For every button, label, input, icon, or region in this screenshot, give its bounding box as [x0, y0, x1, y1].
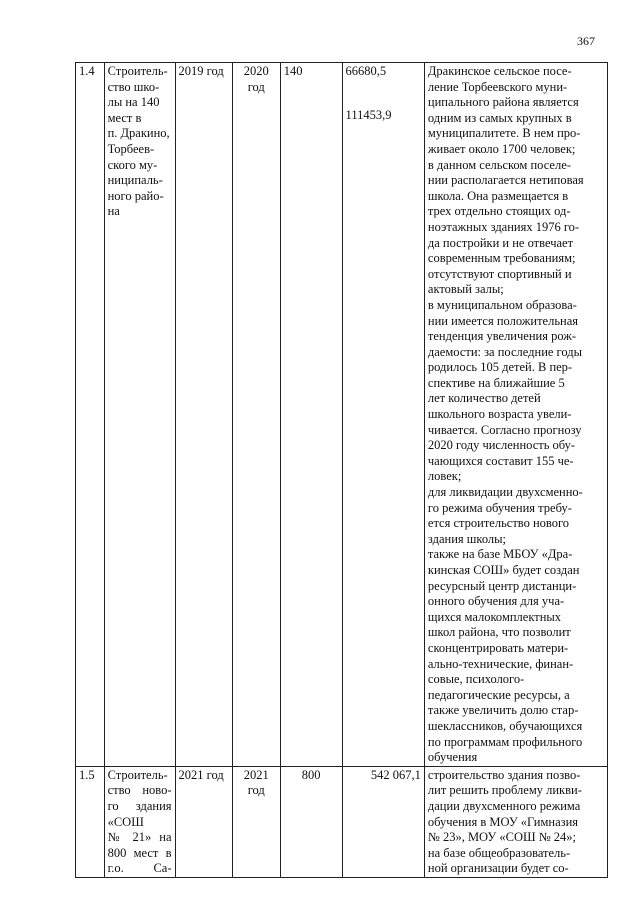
capacity: 140	[280, 63, 342, 767]
table-row	[76, 63, 608, 767]
project-description: строительство здания позво- лит решить проблему ликви- дации двухсменного режима обучения в МОУ «Гимназия № 23», МОУ «СОШ № 24»; на базе общеобразователь- ной организации будет со-	[424, 766, 607, 877]
cost-cell	[342, 63, 424, 767]
projects-table	[75, 62, 608, 878]
year-start: 2019 год	[175, 63, 232, 767]
year-start: 2021 год	[175, 766, 232, 877]
project-description: Дракинское сельское посе- ление Торбеевского муни- ципального района является одним из самых крупных в муниципалитете. В нем про- живает около 1700 человек; в данном сельском поселе- нии располагается нетиповая школа. Она размещается в трех отдельно стоящих од- ноэтажных зданиях 1976 го- да постройки и не отвечает современным требованиям; отсутствуют спортивный и актовый залы; в муниципальном образова- нии имеется положительная тенденция увеличения рож- даемости: за последние годы родилось 105 детей. В пер- спективе на ближайшие 5 лет количество детей школьного возраста увели- чивается. Согласно прогнозу 2020 году численность обу- чающихся составит 155 че- ловек; для ликвидации двухсменно- го режима обучения требу- ется строительство нового здания школы; также на базе МБОУ «Дра- кинская СОШ» будет создан ресурсный центр дистанци- онного обучения для уча- щихся малокомплектных школ района, что позволит сконцентрировать матери- ально-технические, финан- совые, психолого- педагогические ресурсы, а также увеличить долю стар- шеклассников, обучающихся по программам профильного обучения	[424, 63, 607, 767]
project-name: Строитель- ство шко- лы на 140 мест в п. Дракино, Торбеев- ского му- ниципаль- ного райо- на	[104, 63, 175, 767]
project-name: Строитель- ство ново- го здания «СОШ № 21» на 800 мест в г.о. Са-	[104, 766, 175, 877]
capacity: 800	[280, 766, 342, 877]
cost-value-a: 66680,5	[345, 64, 387, 78]
year-end: 2021 год	[232, 766, 280, 877]
row-number: 1.5	[76, 766, 105, 877]
cost-value-a: 542 067,1	[342, 766, 424, 877]
row-number: 1.4	[76, 63, 105, 767]
page-number: 367	[577, 34, 595, 48]
table-row	[76, 766, 608, 877]
cost-value-b: 111453,9	[345, 107, 392, 122]
year-end: 2020 год	[232, 63, 280, 767]
